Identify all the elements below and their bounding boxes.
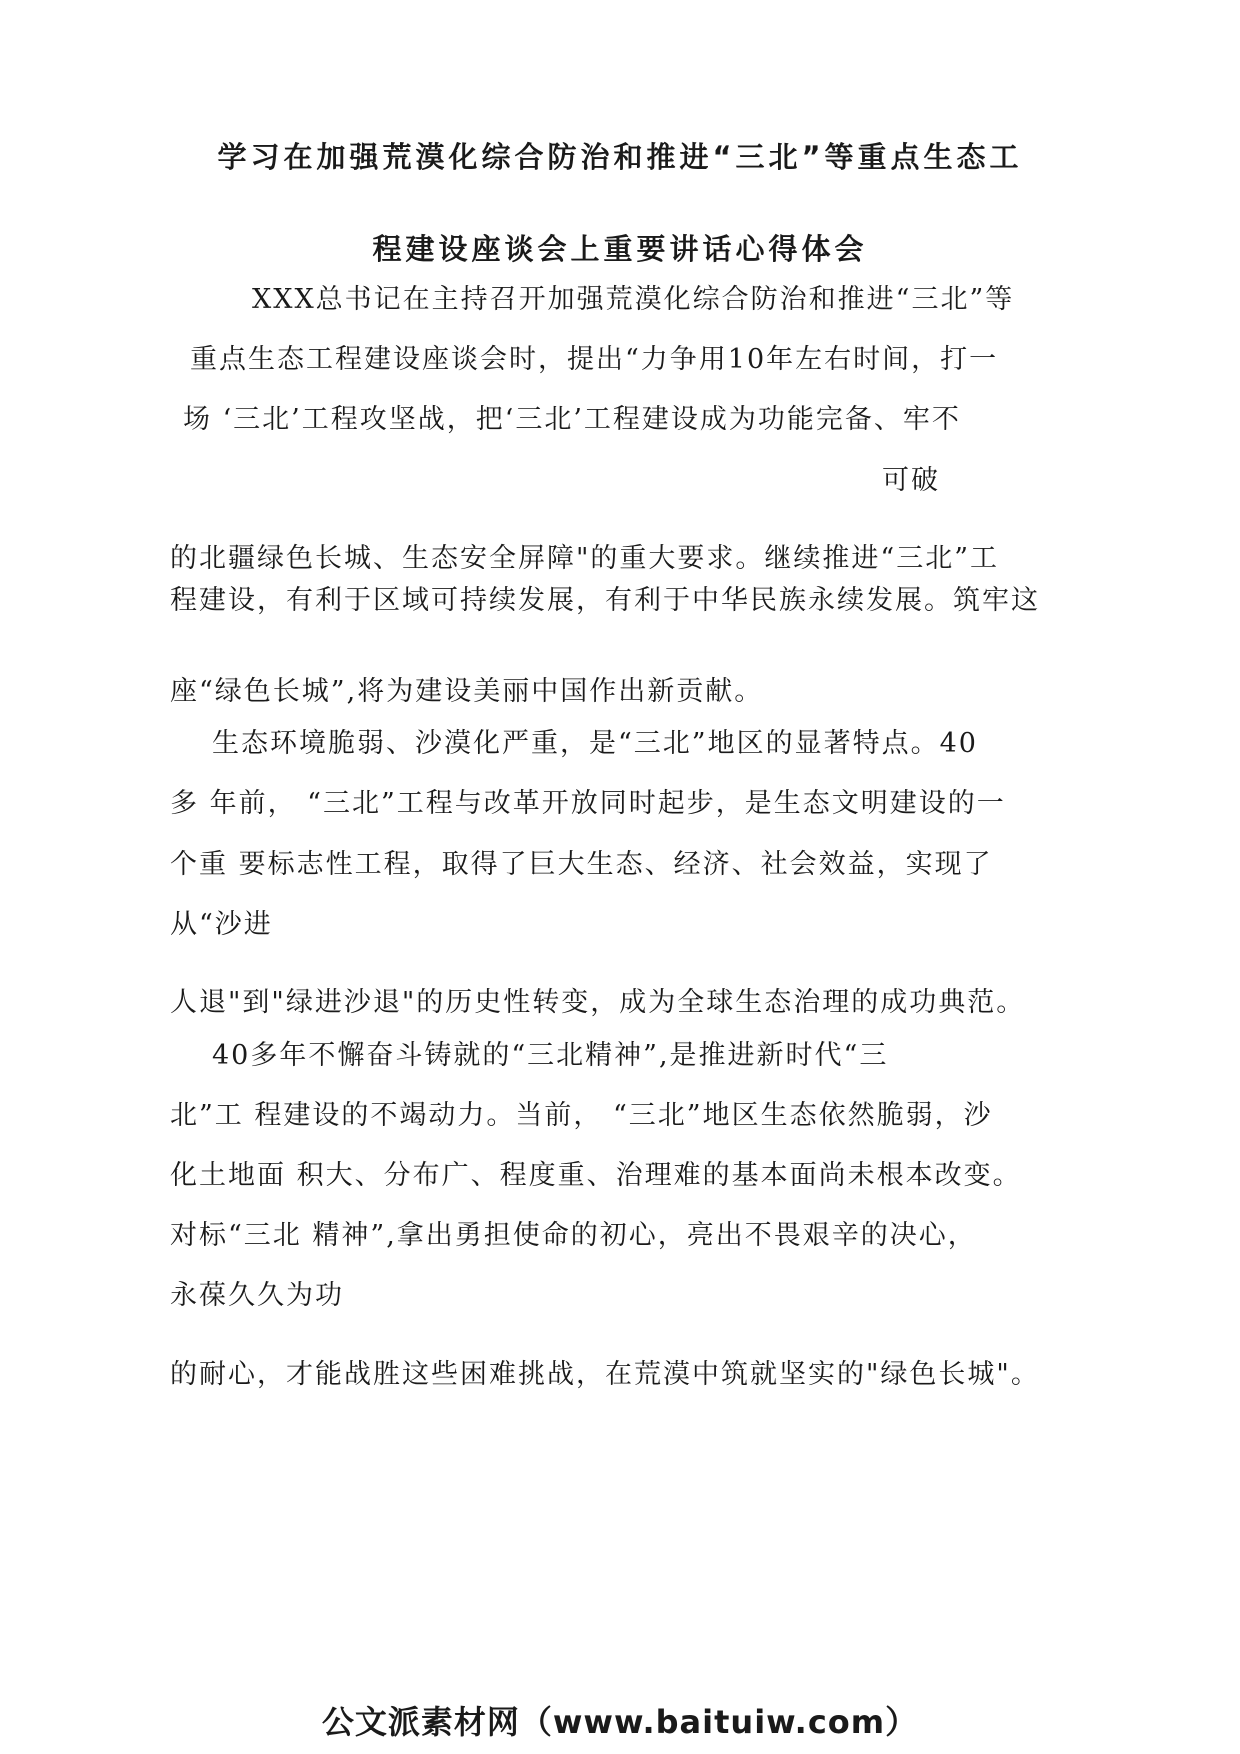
paragraph-1-line-6: 程建设，有利于区域可持续发展，有利于中华民族永续发展。筑牢这	[170, 585, 1040, 616]
document-title-line-2: 程建设座谈会上重要讲话心得体会	[372, 232, 868, 266]
paragraph-3-line-1: 40多年不懈奋斗铸就的“三北精神”,是推进新时代“三	[212, 1040, 889, 1071]
paragraph-2-line-4: 从“沙进	[170, 909, 273, 940]
paragraph-2-line-2: 多 年前， “三北”工程与改革开放同时起步，是生态文明建设的一	[170, 788, 1006, 819]
paragraph-3-line-3: 化土地面 积大、分布广、程度重、治理难的基本面尚未根本改变。	[170, 1160, 1022, 1191]
footer-watermark: 公文派素材网（www.baituiw.com）	[321, 1703, 919, 1741]
paragraph-1-line-3: 场 ‘三北’工程攻坚战，把‘三北’工程建设成为功能完备、牢不	[183, 404, 961, 435]
paragraph-2-line-1: 生态环境脆弱、沙漠化严重，是“三北”地区的显著特点。40	[212, 728, 978, 759]
paragraph-1-line-1: XXX总书记在主持召开加强荒漠化综合防治和推进“三北”等	[252, 284, 1015, 315]
paragraph-2-line-3: 个重 要标志性工程，取得了巨大生态、经济、社会效益，实现了	[170, 849, 993, 880]
paragraph-1-line-2: 重点生态工程建设座谈会时，提出“力争用10年左右时间，打一	[190, 344, 999, 375]
paragraph-3-line-5: 永葆久久为功	[170, 1280, 344, 1311]
paragraph-1-line-5: 的北疆绿色长城、生态安全屏障"的重大要求。继续推进“三北”工	[170, 543, 1000, 574]
paragraph-2-line-5: 人退"到"绿进沙退"的历史性转变，成为全球生态治理的成功典范。	[170, 987, 1026, 1018]
document-title-line-1: 学习在加强荒漠化综合防治和推进“三北”等重点生态工	[217, 140, 1023, 174]
paragraph-3-line-2: 北”工 程建设的不竭动力。当前， “三北”地区生态依然脆弱，沙	[170, 1100, 993, 1131]
paragraph-1-line-4: 可破	[882, 465, 940, 496]
paragraph-3-line-4: 对标“三北 精神”,拿出勇担使命的初心，亮出不畏艰辛的决心，	[170, 1220, 977, 1251]
paragraph-3-line-6: 的耐心，才能战胜这些困难挑战，在荒漠中筑就坚实的"绿色长城"。	[170, 1359, 1040, 1390]
paragraph-1-line-7: 座“绿色长城”,将为建设美丽中国作出新贡献。	[170, 676, 764, 707]
